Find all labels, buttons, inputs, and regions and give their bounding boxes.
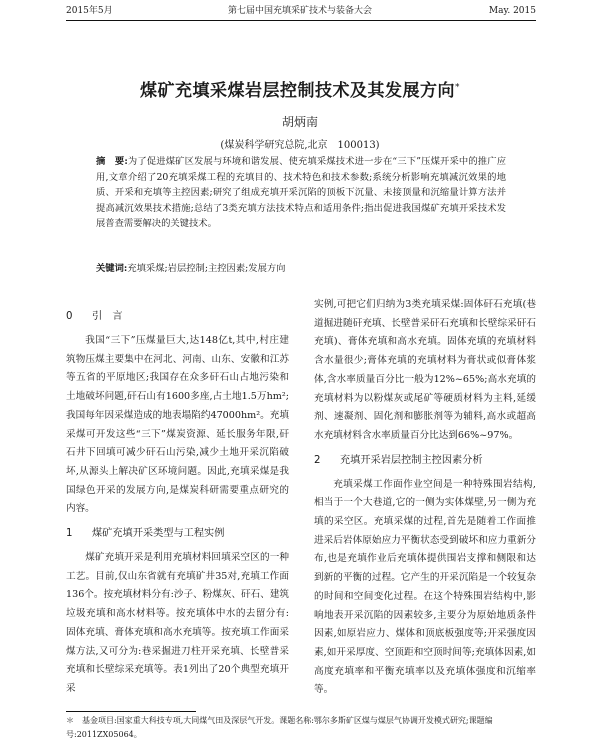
section-number-0: 0: [66, 311, 73, 322]
affiliation: (煤炭科学研究总院,北京 100013): [220, 140, 380, 151]
section-title-0: 引 言: [92, 311, 123, 322]
section-number-2: 2: [314, 454, 321, 466]
abstract-text: 为了促进煤矿区发展与环境和谐发展、使充填采煤技术进一步在“三下”压煤开采中的推广应用,文章介绍了20充填采煤工程的充填目的、技术特色和技术参数;系统分析影响充填减沉效果的地质、开采和充填等主控因素;研究了组成充填开采沉陷的顶板下沉量、未接顶量和沉缩量计算方法并提高减沉效果技术措施;总结了3类充填方法技术特点和适用条件;指出促进我国煤矿充填开采技术发展普查需要解决的关键技术。: [96, 156, 506, 230]
author-name: 胡炳南: [281, 115, 318, 129]
keywords: [96, 261, 506, 276]
abstract: [96, 154, 506, 232]
right-column: [314, 296, 536, 700]
footnote: ＊ 基金项目:国家重大科技专项,大同煤气田及深层气开发。课题名称:鄂尔多斯矿区煤与煤层气协调开发模式研究;课题编号:2011ZX05064。: [66, 716, 493, 739]
title-footnote-mark: *: [455, 82, 460, 93]
footnote-rule: [66, 711, 196, 712]
keywords-label: 关键词:: [96, 263, 128, 274]
section-title-1: 煤矿充填开采类型与工程实例: [92, 528, 225, 540]
left-column: [66, 302, 289, 699]
section-1-paragraph: 煤矿充填开采是利用充填材料回填采空区的一种工艺。目前,仅山东省就有充填矿井35对,充填工作面136个。按充填材料分有:沙子、粉煤灰、矸石、建筑垃圾充填和高水材料等。按充填体中水的去留分有:固体充填、膏体充填和高水充填等。按充填工作面采煤方法,又可分为:巷采掘进刀柱开采充填、长壁普采充填和长壁综采充填等。表1列出了20个典型充填开采: [66, 552, 290, 694]
header-rule: [66, 20, 536, 21]
abstract-label: 摘 要:: [96, 156, 128, 167]
section-heading-2: [314, 450, 536, 472]
section-heading-1: [66, 523, 289, 545]
header-right: May. 2015: [488, 6, 536, 16]
header-left: 2015年5月: [66, 6, 113, 16]
section-1-continued-paragraph: 实例,可把它们归纳为3类充填采煤:固体矸石充填(巷道掘进随矸充填、长壁普采矸石充填和长壁综采矸石充填)、膏体充填和高水充填。固体充填的充填材料含水量很少;膏体充填的充填材料为膏状或似膏体浆体,含水率质量百分比一般为12%~65%;高水充填的充填材料为以粉煤灰或尾矿等硬质材料为主料,延缓剂、速凝剂、固化剂和膨胀剂等为辅料,高水或超高水充填材料含水率质量百分比达到66%~97%。: [314, 299, 536, 441]
paper-title-text: 煤矿充填采煤岩层控制技术及其发展方向: [140, 81, 455, 101]
section-number-1: 1: [66, 528, 73, 540]
header-center: 第七届中国充填采矿技术与装备大会: [227, 6, 372, 16]
keywords-text: 充填采煤;岩层控制;主控因素;发展方向: [127, 263, 286, 274]
section-title-2: 充填开采岩层控制主控因素分析: [340, 454, 483, 466]
intro-paragraph: 我国“三下”压煤量巨大,达148亿t,其中,村庄建筑物压煤主要集中在河北、河南、山东、安徽和江苏等五省的平原地区;我国存在众多矸石山占地污染和土地破坏问题,矸石山有1600多座,占土地1.5万hm²;我国每年因采煤造成的地表塌陷约47000hm²。充填采煤可开发这些“三下”煤炭资源、延长服务年限,矸石井下回填可减少矸石山污染,减少土地开采沉陷破坏,从源头上解决矿区环境问题。因此,充填采煤是我国绿色开采的发展方向,是煤炭科研需要重点研究的内容。: [66, 335, 289, 515]
section-2-paragraph: 充填采煤工作面作业空间是一种特殊围岩结构,相当于一个大巷道,它的一侧为实体煤壁,另一侧为充填的采空区。充填采煤的过程,首先是随着工作面推进采后岩体原始应力平衡状态受到破坏和应力重新分布,也是充填作业后充填体提供围岩支撑和侧限和达到新的平衡的过程。它产生的开采沉陷是一个较复杂的时间和空间变化过程。在这个特殊围岩结构中,影响地表开采沉陷的因素较多,主要分为原始地质条件因素,如原岩应力、煤体和顶底板强度等;开采强度因素,如开采厚度、空顶距和空顶时间等;充填体因素,如高度充填率和平衡充填率以及充填体强度和沉缩率等。: [314, 478, 536, 696]
section-heading-0: [66, 306, 289, 328]
paper-title: [0, 76, 600, 101]
